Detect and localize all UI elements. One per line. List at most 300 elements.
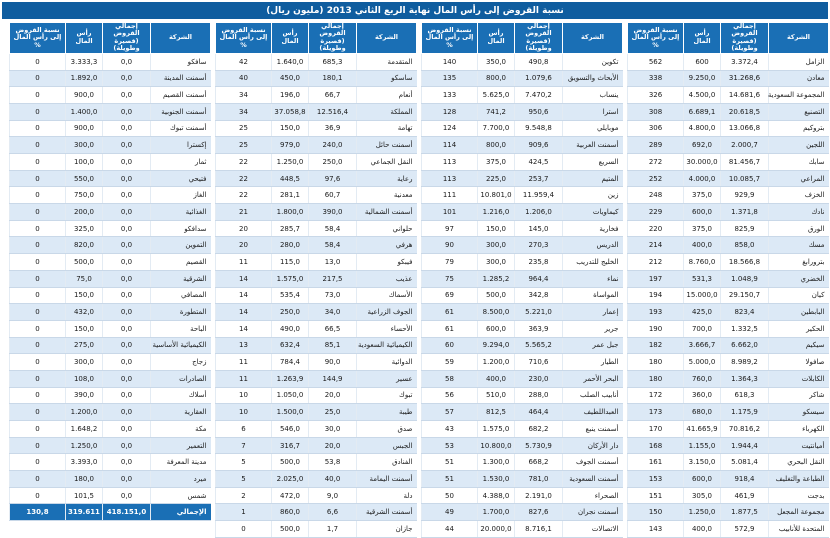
table-row bbox=[422, 437, 623, 454]
header-capital: رأس المال bbox=[478, 23, 515, 54]
table-row bbox=[628, 287, 829, 304]
capital-value: 1.575,0 bbox=[272, 270, 309, 287]
ratio-value: 326 bbox=[628, 87, 684, 104]
company-name: كيماويات bbox=[563, 204, 623, 221]
table-row bbox=[422, 187, 623, 204]
total-loans: 418.151,0 bbox=[103, 504, 151, 521]
capital-value: 75,0 bbox=[66, 270, 103, 287]
table-row bbox=[422, 204, 623, 221]
loans-value: 58,4 bbox=[309, 237, 357, 254]
capital-value: 432,0 bbox=[66, 304, 103, 321]
capital-value: 450,0 bbox=[272, 70, 309, 87]
header-company: الشركة bbox=[357, 23, 417, 54]
ratio-value: 306 bbox=[628, 120, 684, 137]
loans-value: 85,1 bbox=[309, 337, 357, 354]
company-name: الجوف الزراعية bbox=[357, 304, 417, 321]
table-row bbox=[216, 387, 417, 404]
company-name: الاتصالات bbox=[563, 521, 623, 538]
company-name: أسمنت العربية bbox=[563, 137, 623, 154]
header-loans: إجمالي القروض (قصيرة وطويلة) bbox=[721, 23, 769, 54]
ratio-value: 14 bbox=[216, 320, 272, 337]
ratio-value: 2 bbox=[216, 487, 272, 504]
company-name: إكسترا bbox=[151, 137, 211, 154]
capital-value: 3.666,7 bbox=[684, 337, 721, 354]
loans-value: 424,5 bbox=[515, 154, 563, 171]
table-row bbox=[216, 87, 417, 104]
table-row bbox=[422, 287, 623, 304]
ratio-value: 0 bbox=[10, 103, 66, 120]
ratio-value: 57 bbox=[422, 404, 478, 421]
capital-value: 400,0 bbox=[684, 521, 721, 538]
ratio-value: 562 bbox=[628, 53, 684, 70]
company-name: المجموعة السعودية bbox=[769, 87, 829, 104]
ratio-value: 0 bbox=[10, 170, 66, 187]
company-name: مدينة المعرفة bbox=[151, 454, 211, 471]
loans-value: 8.989,2 bbox=[721, 354, 769, 371]
table-row bbox=[216, 70, 417, 87]
company-name: رعاية bbox=[357, 170, 417, 187]
table-row bbox=[216, 103, 417, 120]
loans-value: 618,3 bbox=[721, 387, 769, 404]
ratio-value: 34 bbox=[216, 103, 272, 120]
ratio-value: 42 bbox=[216, 53, 272, 70]
table-row bbox=[216, 170, 417, 187]
ratio-value: 60 bbox=[422, 337, 478, 354]
capital-value: 1.800,0 bbox=[272, 204, 309, 221]
capital-value: 390,0 bbox=[66, 387, 103, 404]
table-row bbox=[422, 137, 623, 154]
loans-value: 1.206,0 bbox=[515, 204, 563, 221]
loans-value: 464,4 bbox=[515, 404, 563, 421]
company-name: دلة bbox=[357, 487, 417, 504]
loans-value: 918,4 bbox=[721, 471, 769, 488]
ratio-value: 150 bbox=[628, 504, 684, 521]
ratio-value: 111 bbox=[422, 187, 478, 204]
company-name: بدجت bbox=[769, 487, 829, 504]
capital-value: 860,0 bbox=[272, 504, 309, 521]
loans-value: 36,9 bbox=[309, 120, 357, 137]
capital-value: 375,0 bbox=[684, 220, 721, 237]
ratio-value: 133 bbox=[422, 87, 478, 104]
ratio-value: 50 bbox=[422, 487, 478, 504]
company-name: ثمار bbox=[151, 154, 211, 171]
capital-value: 800,0 bbox=[478, 70, 515, 87]
ratio-value: 0 bbox=[10, 354, 66, 371]
loans-value: 25,0 bbox=[309, 404, 357, 421]
company-name: سدافكو bbox=[151, 220, 211, 237]
company-name: أسمنت الشمالية bbox=[357, 204, 417, 221]
company-name: فخارية bbox=[563, 220, 623, 237]
company-name: المتحدة للأنابيب bbox=[769, 521, 829, 538]
capital-value: 115,0 bbox=[272, 254, 309, 271]
loans-value: 0,0 bbox=[103, 137, 151, 154]
ratio-value: 0 bbox=[10, 454, 66, 471]
loans-value: 66,5 bbox=[309, 320, 357, 337]
loans-value: 30,0 bbox=[309, 421, 357, 438]
capital-value: 500,0 bbox=[66, 254, 103, 271]
capital-value: 10.800,0 bbox=[478, 437, 515, 454]
company-name: ساسكو bbox=[357, 70, 417, 87]
table-row bbox=[628, 237, 829, 254]
company-name: أنابيب الصلب bbox=[563, 387, 623, 404]
capital-value: 4.000,0 bbox=[684, 170, 721, 187]
capital-value: 300,0 bbox=[66, 354, 103, 371]
loans-value: 2.191,0 bbox=[515, 487, 563, 504]
capital-value: 6.689,1 bbox=[684, 103, 721, 120]
capital-value: 784,4 bbox=[272, 354, 309, 371]
company-name: هرفي bbox=[357, 237, 417, 254]
capital-value: 1.155,0 bbox=[684, 437, 721, 454]
table-row bbox=[10, 454, 211, 471]
capital-value: 448,5 bbox=[272, 170, 309, 187]
capital-value: 280,0 bbox=[272, 237, 309, 254]
capital-value: 37.058,8 bbox=[272, 103, 309, 120]
table-row bbox=[422, 504, 623, 521]
loans-value: 823,4 bbox=[721, 304, 769, 321]
ratio-value: 140 bbox=[422, 53, 478, 70]
company-name: إعمار bbox=[563, 304, 623, 321]
loans-value: 1.332,5 bbox=[721, 320, 769, 337]
company-name: البحر الأحمر bbox=[563, 370, 623, 387]
ratio-value: 153 bbox=[628, 471, 684, 488]
loans-value: 827,6 bbox=[515, 504, 563, 521]
table-row bbox=[422, 154, 623, 171]
table-row bbox=[628, 87, 829, 104]
loans-value: 5.081,4 bbox=[721, 454, 769, 471]
company-name: ميرد bbox=[151, 471, 211, 488]
capital-value: 101,5 bbox=[66, 487, 103, 504]
company-name: بتروكيم bbox=[769, 120, 829, 137]
capital-value: 3.333,3 bbox=[66, 53, 103, 70]
loans-value: 20.618,5 bbox=[721, 103, 769, 120]
loans-value: 1,7 bbox=[309, 521, 357, 538]
loans-value: 0,0 bbox=[103, 120, 151, 137]
loans-value: 490,8 bbox=[515, 53, 563, 70]
capital-value: 300,0 bbox=[478, 237, 515, 254]
loans-value: 0,0 bbox=[103, 337, 151, 354]
capital-value: 1.892,0 bbox=[66, 70, 103, 87]
table-row bbox=[216, 471, 417, 488]
ratio-value: 0 bbox=[10, 337, 66, 354]
table-row bbox=[628, 454, 829, 471]
capital-value: 400,0 bbox=[684, 237, 721, 254]
loans-value: 0,0 bbox=[103, 70, 151, 87]
capital-value: 692,0 bbox=[684, 137, 721, 154]
ratio-value: 0 bbox=[10, 120, 66, 137]
ratio-value: 308 bbox=[628, 103, 684, 120]
capital-value: 4.388,0 bbox=[478, 487, 515, 504]
company-name: جازان bbox=[357, 521, 417, 538]
ratio-value: 13 bbox=[216, 337, 272, 354]
table-row bbox=[628, 404, 829, 421]
company-name: الدريس bbox=[563, 237, 623, 254]
table-row bbox=[216, 120, 417, 137]
loans-value: 250,0 bbox=[309, 154, 357, 171]
table-row bbox=[10, 370, 211, 387]
loans-value: 0,0 bbox=[103, 454, 151, 471]
ratio-value: 168 bbox=[628, 437, 684, 454]
capital-value: 5.000,0 bbox=[684, 354, 721, 371]
capital-value: 546,0 bbox=[272, 421, 309, 438]
ratio-value: 113 bbox=[422, 170, 478, 187]
ratio-value: 5 bbox=[216, 471, 272, 488]
ratio-value: 10 bbox=[216, 404, 272, 421]
capital-value: 285,7 bbox=[272, 220, 309, 237]
table-row bbox=[422, 103, 623, 120]
company-name: أسمنت ينبع bbox=[563, 421, 623, 438]
loans-value: 53,8 bbox=[309, 454, 357, 471]
company-name: الغاز bbox=[151, 187, 211, 204]
ratio-value: 0 bbox=[10, 53, 66, 70]
table-row bbox=[216, 320, 417, 337]
company-name: مجموعة المجعل bbox=[769, 504, 829, 521]
company-name: أسمنت تبوك bbox=[151, 120, 211, 137]
ratio-value: 0 bbox=[10, 320, 66, 337]
ratio-value: 14 bbox=[216, 304, 272, 321]
loans-value: 682,2 bbox=[515, 421, 563, 438]
ratio-value: 0 bbox=[10, 437, 66, 454]
capital-value: 1.285,2 bbox=[478, 270, 515, 287]
table-row bbox=[10, 53, 211, 70]
table-row bbox=[628, 437, 829, 454]
loans-value: 40,0 bbox=[309, 471, 357, 488]
company-name: أسمنت الجوف bbox=[563, 454, 623, 471]
table-row bbox=[216, 504, 417, 521]
company-name: الخضري bbox=[769, 270, 829, 287]
capital-value: 41.665,9 bbox=[684, 421, 721, 438]
ratio-value: 220 bbox=[628, 220, 684, 237]
capital-value: 305,0 bbox=[684, 487, 721, 504]
ratio-value: 97 bbox=[422, 220, 478, 237]
capital-value: 4.800,0 bbox=[684, 120, 721, 137]
ratio-value: 161 bbox=[628, 454, 684, 471]
table-row bbox=[216, 254, 417, 271]
loans-value: 572,9 bbox=[721, 521, 769, 538]
ratio-value: 193 bbox=[628, 304, 684, 321]
table-row bbox=[216, 487, 417, 504]
company-name: تهامة bbox=[357, 120, 417, 137]
header-company: الشركة bbox=[769, 23, 829, 54]
company-name: الأسماك bbox=[357, 287, 417, 304]
loans-value: 253,7 bbox=[515, 170, 563, 187]
loans-value: 0,0 bbox=[103, 421, 151, 438]
company-name: ينساب bbox=[563, 87, 623, 104]
capital-value: 812,5 bbox=[478, 404, 515, 421]
table-row bbox=[422, 454, 623, 471]
table-row bbox=[216, 204, 417, 221]
table-row bbox=[10, 103, 211, 120]
capital-value: 1.250,0 bbox=[684, 504, 721, 521]
table-row bbox=[628, 120, 829, 137]
ratio-value: 0 bbox=[10, 287, 66, 304]
header-loans: إجمالي القروض (قصيرة وطويلة) bbox=[515, 23, 563, 54]
capital-value: 375,0 bbox=[478, 154, 515, 171]
company-name: صافولا bbox=[769, 354, 829, 371]
capital-value: 1.575,0 bbox=[478, 421, 515, 438]
company-name: معدنية bbox=[357, 187, 417, 204]
table-row bbox=[10, 120, 211, 137]
loans-value: 13,0 bbox=[309, 254, 357, 271]
ratio-value: 1 bbox=[216, 504, 272, 521]
loans-value: 0,0 bbox=[103, 53, 151, 70]
header-loans: إجمالي القروض (قصيرة وطويلة) bbox=[309, 23, 357, 54]
capital-value: 800,0 bbox=[478, 137, 515, 154]
capital-value: 30.000,0 bbox=[684, 154, 721, 171]
company-name: العقارية bbox=[151, 404, 211, 421]
company-name: المملكة bbox=[357, 103, 417, 120]
table-row bbox=[628, 204, 829, 221]
table-row bbox=[628, 504, 829, 521]
table-row bbox=[216, 404, 417, 421]
capital-value: 8.500,0 bbox=[478, 304, 515, 321]
capital-value: 760,0 bbox=[684, 370, 721, 387]
capital-value: 281,1 bbox=[272, 187, 309, 204]
company-name: الجبس bbox=[357, 437, 417, 454]
loans-value: 710,6 bbox=[515, 354, 563, 371]
company-name: سابك bbox=[769, 154, 829, 171]
ratio-value: 194 bbox=[628, 287, 684, 304]
loans-value: 390,0 bbox=[309, 204, 357, 221]
capital-value: 500,0 bbox=[478, 287, 515, 304]
capital-value: 150,0 bbox=[272, 120, 309, 137]
ratio-value: 114 bbox=[422, 137, 478, 154]
loans-value: 781,0 bbox=[515, 471, 563, 488]
table-row bbox=[422, 170, 623, 187]
table-row bbox=[628, 170, 829, 187]
loans-value: 5.730,9 bbox=[515, 437, 563, 454]
loans-value: 0,0 bbox=[103, 187, 151, 204]
table-row bbox=[10, 404, 211, 421]
table-row bbox=[216, 187, 417, 204]
ratio-value: 197 bbox=[628, 270, 684, 287]
company-name: العبداللطيف bbox=[563, 404, 623, 421]
table-row bbox=[422, 320, 623, 337]
loans-value: 668,2 bbox=[515, 454, 563, 471]
company-name: النقل البحري bbox=[769, 454, 829, 471]
capital-value: 375,0 bbox=[684, 187, 721, 204]
ratio-value: 61 bbox=[422, 304, 478, 321]
ratio-value: 252 bbox=[628, 170, 684, 187]
ratio-value: 0 bbox=[10, 154, 66, 171]
table-row bbox=[10, 204, 211, 221]
capital-value: 360,0 bbox=[684, 387, 721, 404]
table-row bbox=[216, 220, 417, 237]
table-row bbox=[628, 103, 829, 120]
ratio-value: 0 bbox=[216, 521, 272, 538]
table-row bbox=[422, 220, 623, 237]
capital-value: 7.700,0 bbox=[478, 120, 515, 137]
company-name: الكابلات bbox=[769, 370, 829, 387]
capital-value: 535,4 bbox=[272, 287, 309, 304]
capital-value: 820,0 bbox=[66, 237, 103, 254]
capital-value: 5.625,0 bbox=[478, 87, 515, 104]
ratio-value: 180 bbox=[628, 370, 684, 387]
company-name: المتطورة bbox=[151, 304, 211, 321]
table-row bbox=[628, 387, 829, 404]
company-name: الأبحاث والتسويق bbox=[563, 70, 623, 87]
table-row bbox=[628, 521, 829, 538]
company-name: بترورابغ bbox=[769, 254, 829, 271]
header-ratio: نسبة القروض إلى رأس المال % bbox=[628, 23, 684, 54]
loans-value: 0,0 bbox=[103, 254, 151, 271]
company-name: تكوين bbox=[563, 53, 623, 70]
table-row bbox=[628, 354, 829, 371]
table-row bbox=[628, 254, 829, 271]
table-row bbox=[10, 471, 211, 488]
ratio-value: 338 bbox=[628, 70, 684, 87]
capital-value: 531,3 bbox=[684, 270, 721, 287]
capital-value: 680,0 bbox=[684, 404, 721, 421]
loans-value: 1.877,5 bbox=[721, 504, 769, 521]
table-row bbox=[422, 120, 623, 137]
capital-value: 1.250,0 bbox=[66, 437, 103, 454]
capital-value: 510,0 bbox=[478, 387, 515, 404]
ratio-value: 170 bbox=[628, 421, 684, 438]
capital-value: 10.801,0 bbox=[478, 187, 515, 204]
loans-value: 342,8 bbox=[515, 287, 563, 304]
loans-value: 230,0 bbox=[515, 370, 563, 387]
company-name: جبل عمر bbox=[563, 337, 623, 354]
table-row bbox=[422, 521, 623, 538]
ratio-value: 248 bbox=[628, 187, 684, 204]
table-row bbox=[10, 387, 211, 404]
loans-value: 825,9 bbox=[721, 220, 769, 237]
table-row bbox=[422, 337, 623, 354]
capital-value: 425,0 bbox=[684, 304, 721, 321]
capital-value: 150,0 bbox=[478, 220, 515, 237]
page-title: نسبة القروض إلى رأس المال نهاية الربع الثاني 2013 (مليون ريال) bbox=[2, 2, 828, 19]
capital-value: 20.000,0 bbox=[478, 521, 515, 538]
loans-value: 929,9 bbox=[721, 187, 769, 204]
table-row bbox=[628, 137, 829, 154]
company-name: المراعي bbox=[769, 170, 829, 187]
company-name: الطيار bbox=[563, 354, 623, 371]
capital-value: 600,0 bbox=[478, 320, 515, 337]
ratio-value: 49 bbox=[422, 504, 478, 521]
ratio-value: 128 bbox=[422, 103, 478, 120]
capital-value: 100,0 bbox=[66, 154, 103, 171]
capital-value: 1.640,0 bbox=[272, 53, 309, 70]
loans-value: 909,6 bbox=[515, 137, 563, 154]
capital-value: 1.200,0 bbox=[66, 404, 103, 421]
loans-value: 13.066,8 bbox=[721, 120, 769, 137]
company-name: الزامل bbox=[769, 53, 829, 70]
table-row bbox=[10, 437, 211, 454]
capital-value: 900,0 bbox=[66, 87, 103, 104]
loans-value: 0,0 bbox=[103, 354, 151, 371]
table-row bbox=[628, 220, 829, 237]
table-row bbox=[628, 370, 829, 387]
ratio-value: 20 bbox=[216, 237, 272, 254]
capital-value: 3.393,0 bbox=[66, 454, 103, 471]
ratio-value: 22 bbox=[216, 154, 272, 171]
company-name: معادن bbox=[769, 70, 829, 87]
ratio-value: 182 bbox=[628, 337, 684, 354]
company-name: شمس bbox=[151, 487, 211, 504]
capital-value: 150,0 bbox=[66, 320, 103, 337]
ratio-value: 180 bbox=[628, 354, 684, 371]
capital-value: 2.025,0 bbox=[272, 471, 309, 488]
header-company: الشركة bbox=[563, 23, 623, 54]
loans-value: 29.150,7 bbox=[721, 287, 769, 304]
capital-value: 600 bbox=[684, 53, 721, 70]
company-name: التعمير bbox=[151, 437, 211, 454]
ratio-value: 0 bbox=[10, 270, 66, 287]
capital-value: 150,0 bbox=[66, 287, 103, 304]
table-row bbox=[422, 487, 623, 504]
loans-value: 0,0 bbox=[103, 154, 151, 171]
total-capital: 319.611 bbox=[66, 504, 103, 521]
